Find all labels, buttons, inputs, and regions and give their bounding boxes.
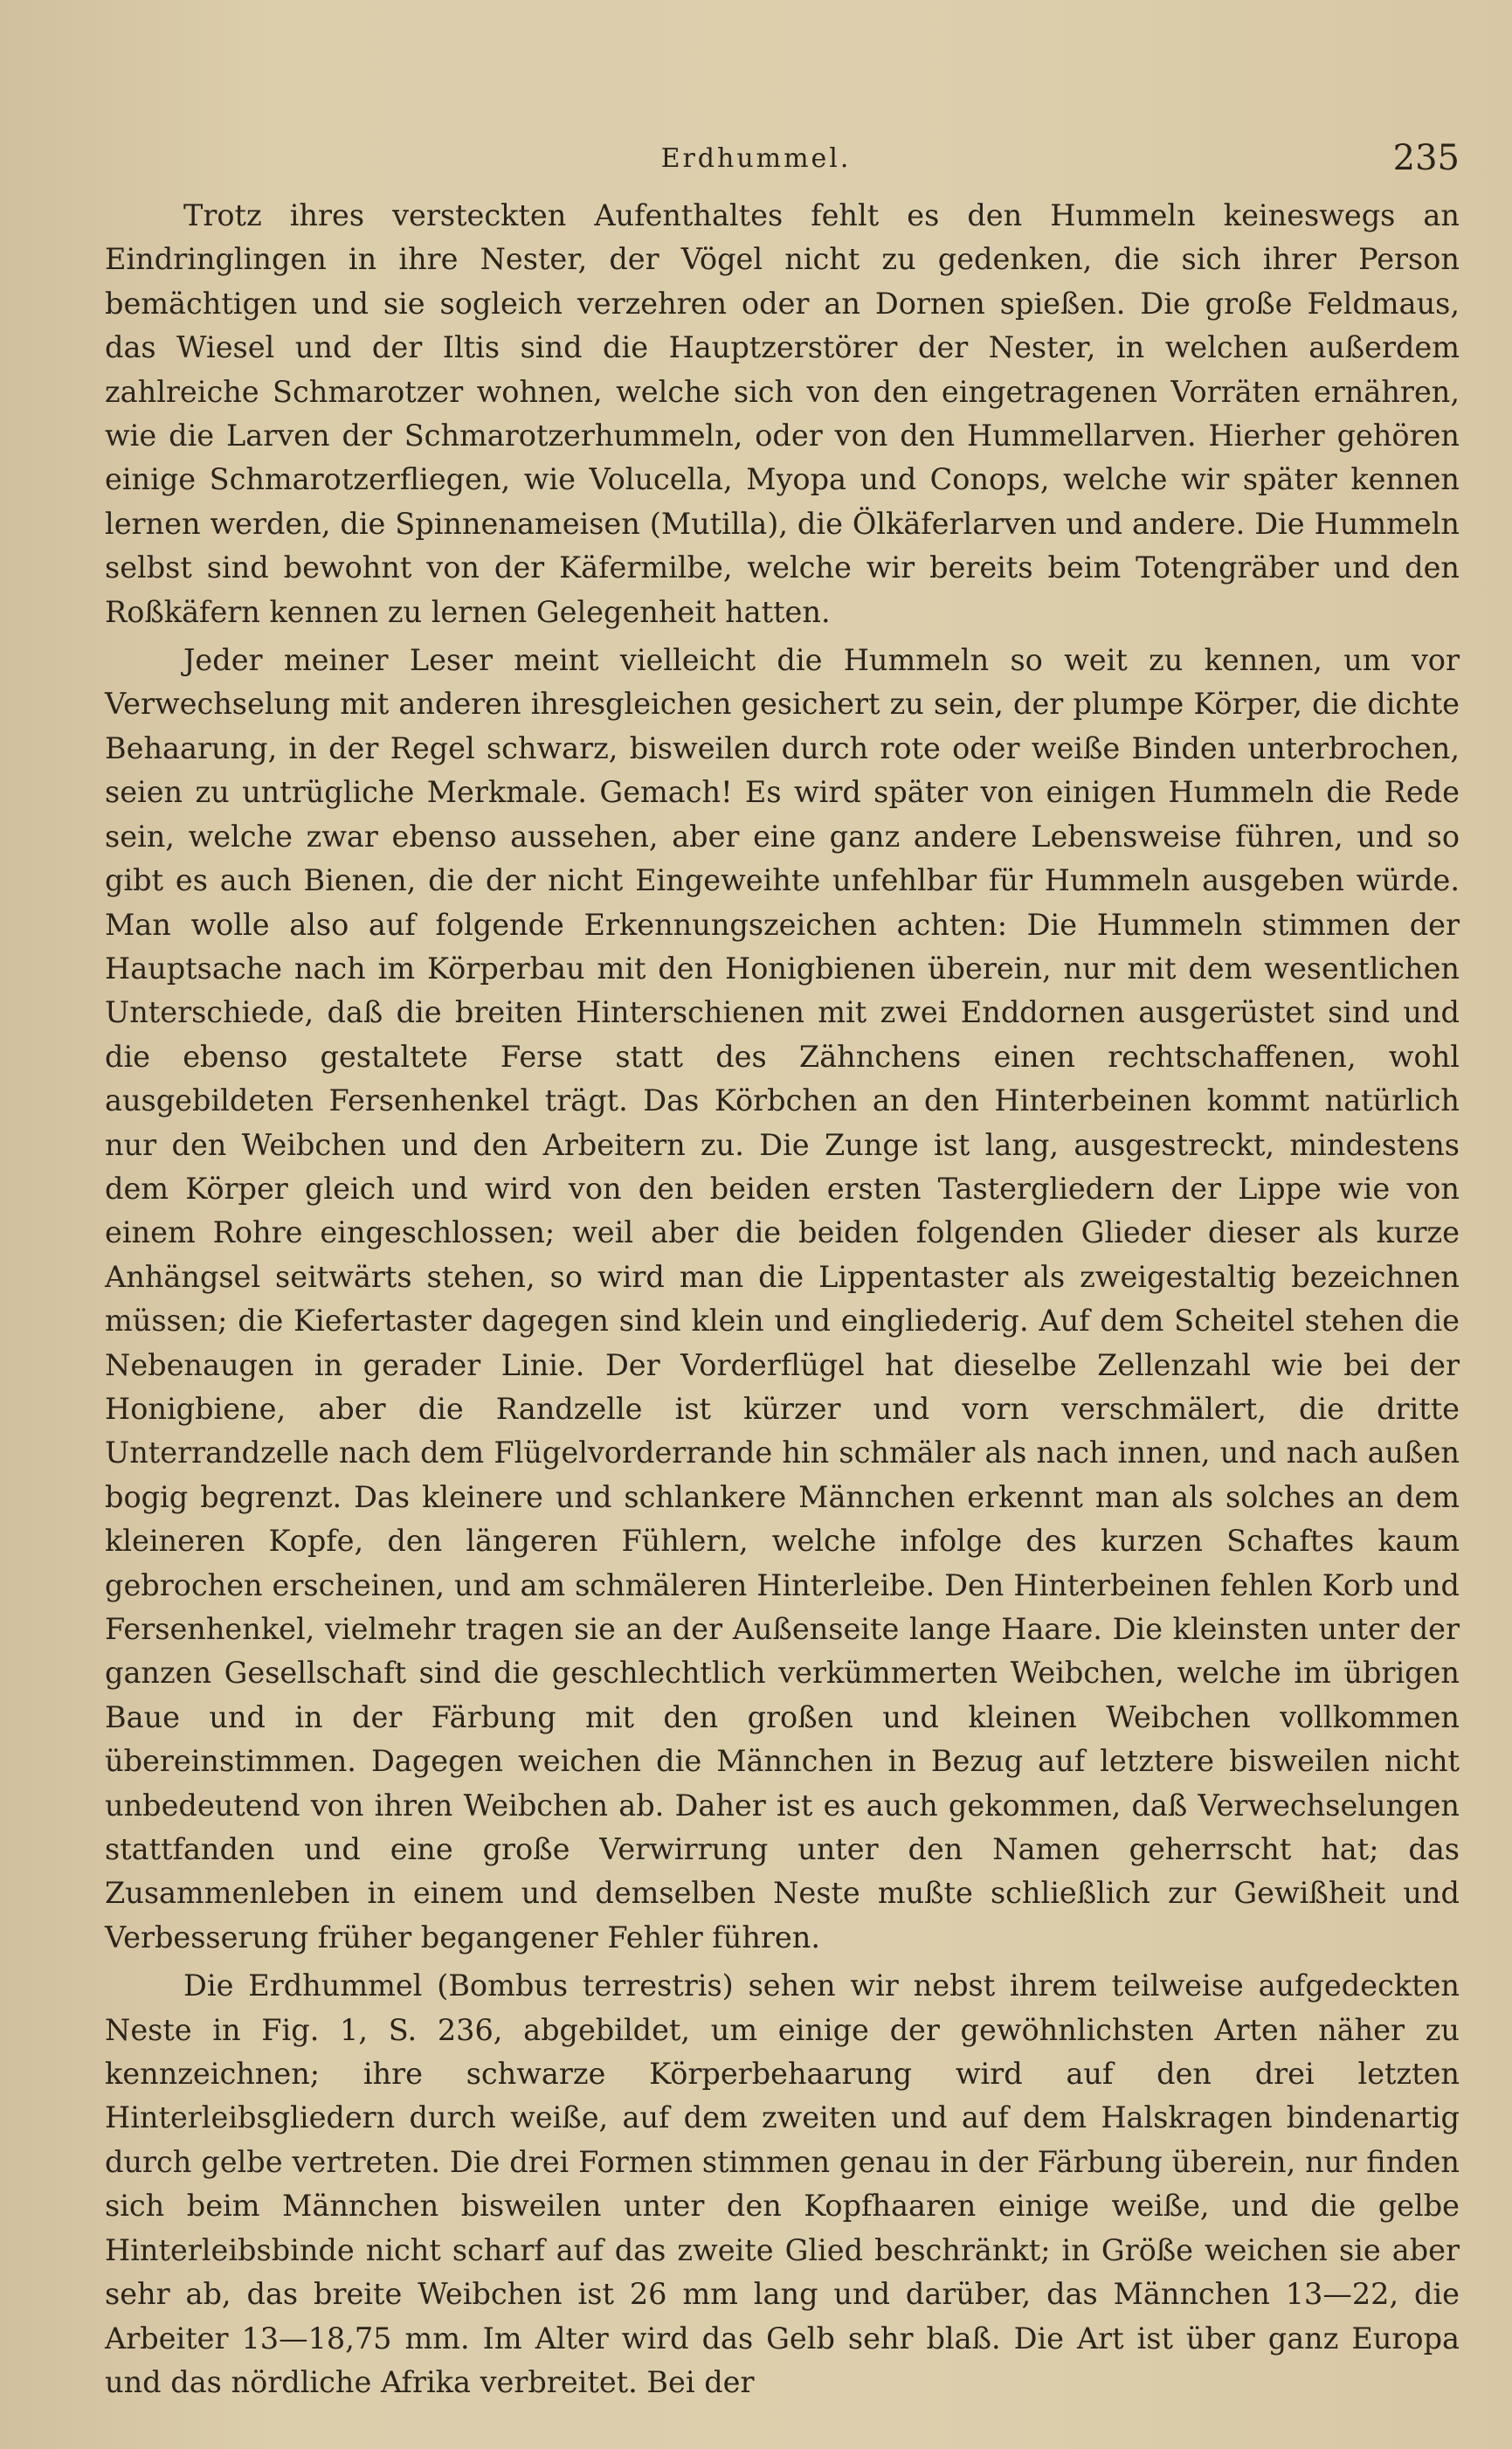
paragraph: Trotz ihres versteckten Aufenthaltes fehlt es den Hummeln keineswegs an Eindringlingen in ihre Nester, der Vögel nicht zu gedenken, die sich ihrer Person bemächtigen und sie sogleich verzehren oder an Dornen spießen. Die große Feldmaus, das Wiesel und der Iltis sind die Hauptzerstörer der Nester, in welchen außerdem zahlreiche Schmarotzer wohnen, welche sich von den eingetragenen Vorräten ernähren, wie die Larven der Schmarotzerhummeln, oder von den Hummellarven. Hierher gehören einige Schmarotzerfliegen, wie Volucella, Myopa und Conops, welche wir später kennen lernen werden, die Spinnenameisen (Mutilla), die Ölkäferlarven und andere. Die Hummeln selbst sind bewohnt von der Käfermilbe, welche wir bereits beim Totengräber und den Roßkäfern kennen zu lernen Gelegenheit hatten. (105, 198, 1460, 629)
page-number: 235 (1392, 138, 1460, 178)
body-text (105, 194, 1460, 2404)
paragraph: Die Erdhummel (Bombus terrestris) sehen wir nebst ihrem teilweise aufgedeckten Neste in Fig. 1, S. 236, abgebildet, um einige der gewöhnlichsten Arten näher zu kennzeichnen; ihre schwarze Körperbehaarung wird auf den drei letzten Hinterleibsgliedern durch weiße, auf dem zweiten und auf dem Halskragen bindenartig durch gelbe vertreten. Die drei Formen stimmen genau in der Färbung überein, nur finden sich beim Männchen bisweilen unter den Kopfhaaren einige weiße, und die gelbe Hinterleibsbinde nicht scharf auf das zweite Glied beschränkt; in Größe weichen sie aber sehr ab, das breite Weibchen ist 26 mm lang und darüber, das Männchen 13—22, die Arbeiter 13—18,75 mm. Im Alter wird das Gelb sehr blaß. Die Art ist über ganz Europa und das nördliche Afrika verbreitet. Bei der (105, 1968, 1460, 2399)
running-title: Erdhummel. (660, 143, 852, 174)
paragraph: Jeder meiner Leser meint vielleicht die Hummeln so weit zu kennen, um vor Verwechselung mit anderen ihresgleichen gesichert zu sein, der plumpe Körper, die dichte Behaarung, in der Regel schwarz, bisweilen durch rote oder weiße Binden unterbrochen, seien zu untrügliche Merkmale. Gemach! Es wird später von einigen Hummeln die Rede sein, welche zwar ebenso aussehen, aber eine ganz andere Lebensweise führen, und so gibt es auch Bienen, die der nicht Eingeweihte unfehlbar für Hummeln ausgeben würde. Man wolle also auf folgende Erkennungszeichen achten: Die Hummeln stimmen der Hauptsache nach im Körperbau mit den Honigbienen überein, nur mit dem wesentlichen Unterschiede, daß die breiten Hinterschienen mit zwei Enddornen ausgerüstet sind und die ebenso gestaltete Ferse statt des Zähnchens einen rechtschaffenen, wohl ausgebildeten Fersenhenkel trägt. Das Körbchen an den Hinterbeinen kommt natürlich nur den Weibchen und den Arbeitern zu. Die Zunge ist lang, ausgestreckt, mindestens dem Körper gleich und wird von den beiden ersten Tastergliedern der Lippe wie von einem Rohre eingeschlossen; weil aber die beiden folgenden Glieder dieser als kurze Anhängsel seitwärts stehen, so wird man die Lippentaster als zweigestaltig bezeichnen müssen; die Kiefertaster dagegen sind klein und eingliederig. Auf dem Scheitel stehen die Nebenaugen in gerader Linie. Der Vorderflügel hat dieselbe Zellenzahl wie bei der Honigbiene, aber die Randzelle ist kürzer und vorn verschmälert, die dritte Unterrandzelle nach dem Flügelvorderrande hin schmäler als nach innen, und nach außen bogig begrenzt. Das kleinere und schlankere Männchen erkennt man als solches an dem kleineren Kopfe, den längeren Fühlern, welche infolge des kurzen Schaftes kaum gebrochen erscheinen, und am schmäleren Hinterleibe. Den Hinterbeinen fehlen Korb und Fersenhenkel, vielmehr tragen sie an der Außenseite lange Haare. Die kleinsten unter der ganzen Gesellschaft sind die geschlechtlich verkümmerten Weibchen, welche im übrigen Baue und in der Färbung mit den großen und kleinen Weibchen vollkommen übereinstimmen. Dagegen weichen die Männchen in Bezug auf letztere bisweilen nicht unbedeutend von ihren Weibchen ab. Daher ist es auch gekommen, daß Verwechselungen stattfanden und eine große Verwirrung unter den Namen geherrscht hat; das Zusammenleben in einem und demselben Neste mußte schließlich zur Gewißheit und Verbesserung früher begangener Fehler führen. (105, 643, 1460, 1954)
running-head (0, 131, 1512, 183)
